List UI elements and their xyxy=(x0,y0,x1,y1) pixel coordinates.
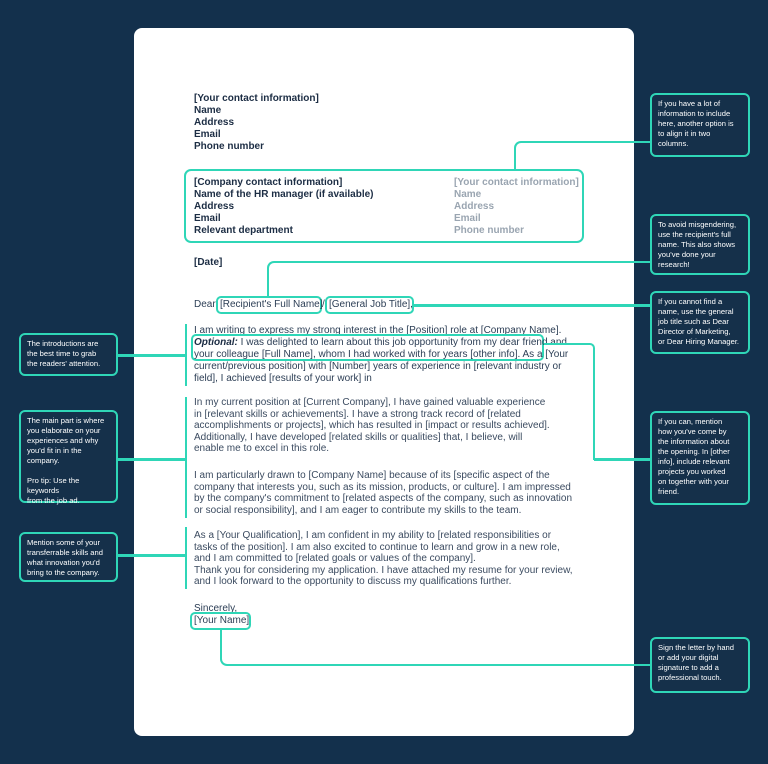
note-two-columns: If you have a lot of information to include here, another option is to align it in two columns. xyxy=(650,93,750,157)
sender-address: Address xyxy=(194,117,235,128)
intro-line-2 xyxy=(194,337,567,349)
intro-bracket xyxy=(185,324,187,386)
salutation-prefix: Dear xyxy=(194,299,216,310)
sender-phone: Phone number xyxy=(194,141,265,152)
connector-body xyxy=(117,458,185,461)
company-hr-manager: Name of the HR manager (if available) xyxy=(194,189,374,200)
note-transferable-skills: Mention some of your transferrable skills and what innovation you'd bring to the company. xyxy=(19,532,118,582)
note-opening-info: If you can, mention how you've come by the information about the opening. In [other info], include relevant projects you worked on together with your friend. xyxy=(650,411,750,505)
connector-intro xyxy=(117,354,185,357)
sender-heading: [Your contact information] xyxy=(194,93,319,104)
alt-column-name: Name xyxy=(454,189,482,200)
alt-column-phone: Phone number xyxy=(454,225,525,236)
note-job-title: If you cannot find a name, use the general job title such as Dear Director of Marketing, or Dear Hiring Manager. xyxy=(650,291,750,354)
optional-text-cont: your colleague [Full Name], whom I had worked with for years [other info]. xyxy=(194,349,521,360)
intro-text-cont: As a [Your xyxy=(520,349,569,360)
signature: [Your Name] xyxy=(194,615,250,626)
intro-line-4: current/previous position] with [Number] years of experience in [relevant industry or xyxy=(194,361,562,372)
optional-label: Optional: xyxy=(194,337,238,348)
body-paragraph-1: In my current position at [Current Company], I have gained valuable experience in [relevant skills or achievements]. I have a strong track record of [related accomplishments or projects], which has resulted in [impact or results achieved]. Additionally, I have developed [related skills or qualities] that, I believe, will enable me to excel in this role. xyxy=(194,397,550,455)
closing-bracket xyxy=(185,527,187,589)
company-department: Relevant department xyxy=(194,225,293,236)
connector-job-title xyxy=(414,304,650,307)
note-introductions: The introductions are the best time to grab the readers' attention. xyxy=(19,333,118,376)
intro-line-5: field], I achieved [results of your work] in xyxy=(194,373,372,384)
note-full-name: To avoid misgendering, use the recipient's full name. This also shows you've done your research! xyxy=(650,214,750,275)
body-paragraph-2: I am particularly drawn to [Company Name] because of its [specific aspect of the company that interests you, such as its mission, products, or culture]. I am impressed by the company's commitment to [related aspects of the company, such as innovation or social responsibility], and I am eager to contribute my skills to the team. xyxy=(194,470,573,516)
connector-recipient-name xyxy=(267,261,650,297)
connector-signature xyxy=(220,630,650,666)
alt-column-address: Address xyxy=(454,201,495,212)
note-signature: Sign the letter by hand or add your digital signature to add a professional touch. xyxy=(650,637,750,693)
company-email: Email xyxy=(194,213,221,224)
salutation-separator: / xyxy=(322,299,325,310)
closing-paragraph: As a [Your Qualification], I am confident in my ability to [related responsibilities or tasks of the position]. I am also excited to continue to learn and grow in a new role, and I am committed to [related goals or values of the company]. Thank you for considering my application. I have attached my resume for your review, and I look forward to the opportunity to discuss my qualifications further. xyxy=(194,530,573,588)
connector-optional-b xyxy=(594,458,650,461)
recipient-name: [Recipient's Full Name] xyxy=(220,299,323,310)
connector-optional-a xyxy=(544,343,595,460)
company-heading: [Company contact information] xyxy=(194,177,343,188)
connector-closing xyxy=(117,554,185,557)
date-field: [Date] xyxy=(194,257,223,268)
alt-column-heading: [Your contact information] xyxy=(454,177,579,188)
note-main-part: The main part is where you elaborate on your experiences and why you'd fit in in the company. Pro tip: Use the keywords from the job ad. xyxy=(19,410,118,503)
company-address: Address xyxy=(194,201,235,212)
optional-text: I was delighted to learn about this job opportunity from my dear friend and xyxy=(237,337,567,348)
connector-company-block xyxy=(514,141,650,171)
general-job-title: [General Job Title], xyxy=(329,299,413,310)
intro-line-1: I am writing to express my strong interest in the [Position] role at [Company Name]. xyxy=(194,325,562,336)
sign-off: Sincerely, xyxy=(194,603,238,614)
sender-email: Email xyxy=(194,129,221,140)
sender-name: Name xyxy=(194,105,222,116)
alt-column-email: Email xyxy=(454,213,481,224)
body-bracket xyxy=(185,397,187,518)
intro-line-3 xyxy=(194,349,568,361)
